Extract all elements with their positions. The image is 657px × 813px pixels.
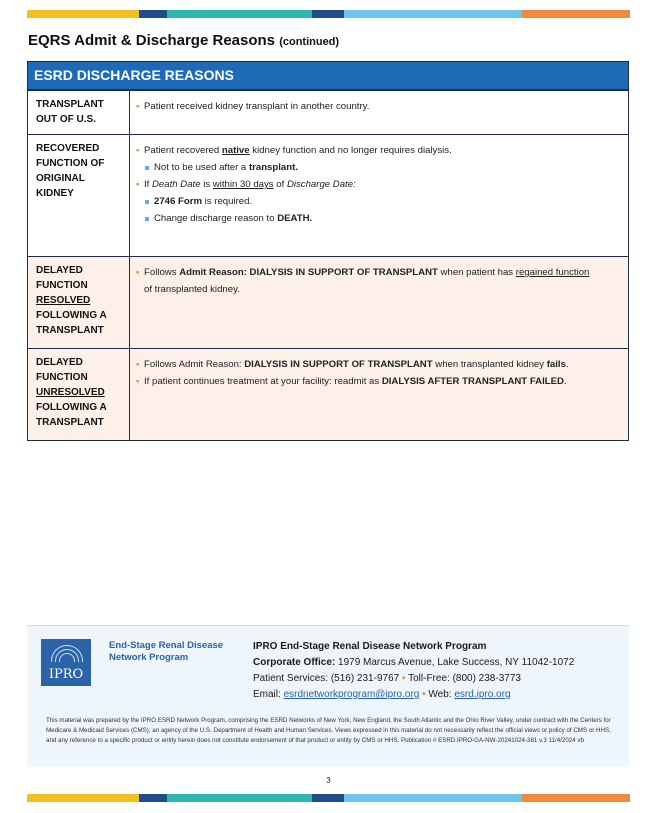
network-name: End-Stage Renal Disease Network Program xyxy=(109,640,224,663)
bullet-icon: • xyxy=(136,179,140,190)
table-row xyxy=(28,348,628,440)
bottom-color-stripe xyxy=(27,794,630,802)
square-bullet-icon xyxy=(145,166,149,170)
program-name: IPRO End-Stage Renal Disease Network Program xyxy=(253,641,487,652)
row-label: RECOVERED FUNCTION OF ORIGINAL KIDNEY xyxy=(28,135,130,256)
square-bullet-icon xyxy=(145,217,149,221)
bullet-icon: • xyxy=(136,376,140,387)
bullet-icon: • xyxy=(136,359,140,370)
page-title xyxy=(28,32,339,49)
row-description: • Follows Admit Reason: DIALYSIS IN SUPPORT OF TRANSPLANT when patient has regained function of transplanted kidney. xyxy=(130,257,628,348)
disclaimer: This material was prepared by the IPRO ESRD Network Program, comprising the ESRD Networks of New York, New England, the South Atlantic and the Ohio River Valley, under contract with the Centers for Medicare & Medicaid Services (CMS), an agency of the U.S. Department of Health and Human Services. Views expressed in this material do not necessarily reflect the official views or policy of CMS or HHS, and any reference to a specific product or entity herein does not constitute endorsement of that product or entity by CMS or HHS. Publication # ESRD.IPRO-GA-NW-20241024-381 v.3 11/4/2024 vb xyxy=(46,717,611,744)
footer xyxy=(27,625,629,767)
web-link[interactable]: esrd.ipro.org xyxy=(454,689,511,700)
bullet-icon: • xyxy=(136,101,140,112)
discharge-reasons-table xyxy=(27,61,629,441)
top-color-stripe xyxy=(27,10,630,18)
row-description: • Patient recovered native kidney function and no longer requires dialysis. Not to be used after a transplant. • If Death Date is within 30 days of Discharge Date: 2746 Form is required. Change discharge reason to DEATH. xyxy=(130,135,628,256)
table-row xyxy=(28,256,628,348)
row-label: TRANSPLANT OUT OF U.S. xyxy=(28,91,130,134)
bullet-icon: • xyxy=(136,145,140,156)
email-link[interactable]: esrdnetworkprogram@ipro.org xyxy=(283,689,420,700)
page-title-text: EQRS Admit & Discharge Reasons xyxy=(28,32,276,49)
row-label: DELAYED FUNCTION UNRESOLVED FOLLOWING A TRANSPLANT xyxy=(28,349,130,440)
table-header: ESRD DISCHARGE REASONS xyxy=(28,62,628,90)
ipro-logo: IPRO xyxy=(41,639,91,686)
page-title-suffix: (continued) xyxy=(279,36,340,48)
row-description: • Patient received kidney transplant in another country. xyxy=(130,91,628,134)
table-row xyxy=(28,90,628,134)
square-bullet-icon xyxy=(145,200,149,204)
bullet-icon: • xyxy=(136,267,140,278)
row-description: • Follows Admit Reason: DIALYSIS IN SUPPORT OF TRANSPLANT when transplanted kidney fails. • If patient continues treatment at your facility: readmit as DIALYSIS AFTER TRANSPLANT FAILED. xyxy=(130,349,628,440)
row-label: DELAYED FUNCTION RESOLVED FOLLOWING A TRANSPLANT xyxy=(28,257,130,348)
contact-info: IPRO End-Stage Renal Disease Network Program Corporate Office: 1979 Marcus Avenue, Lake Success, NY 11042-1072 Patient Services: (516) 231-9767 • Toll-Free: (800) 238-3773 Email: esrdnetworkprogram@ipro.org • Web: esrd.ipro.org xyxy=(253,641,575,700)
table-row xyxy=(28,134,628,256)
page-number: 3 xyxy=(326,776,331,785)
